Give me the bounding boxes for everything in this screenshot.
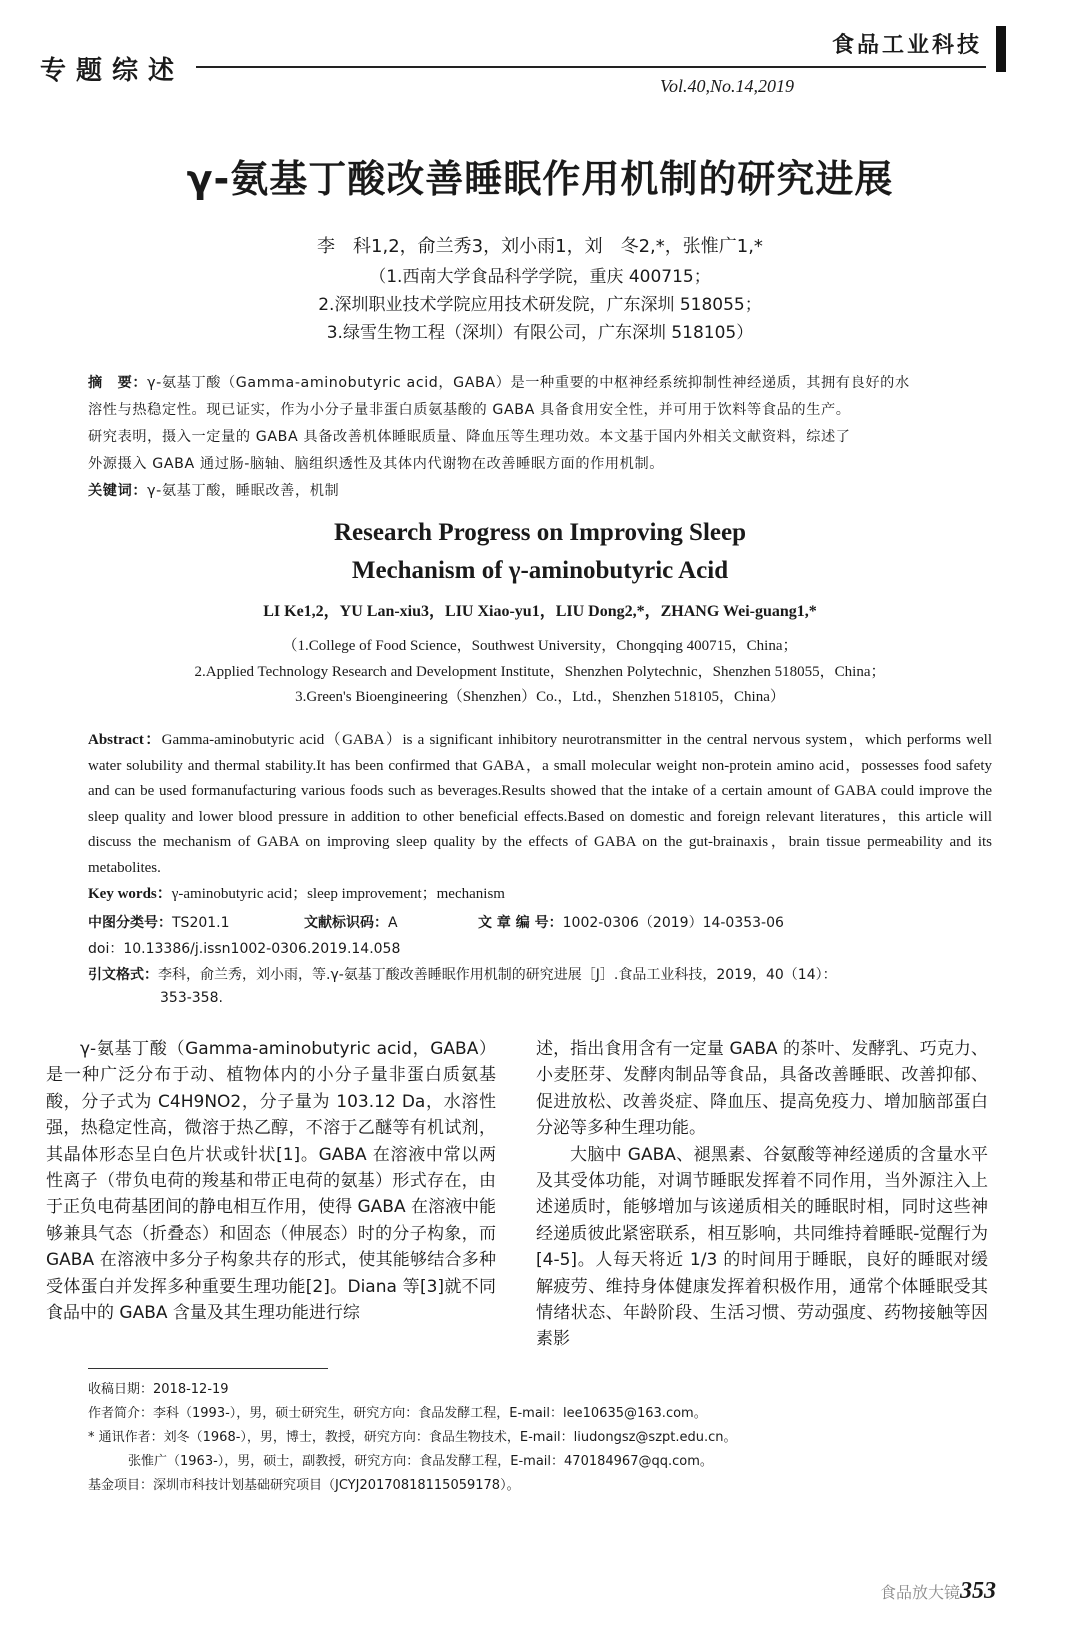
keywords-en: γ-aminobutyric acid；sleep improvement；mechanism bbox=[171, 886, 505, 902]
title-en-line: Mechanism of γ-aminobutyric Acid bbox=[351, 557, 729, 584]
doc-code-value: A bbox=[388, 915, 398, 931]
authors-en: LI Ke1,2，YU Lan-xiu3，LIU Xiao-yu1，LIU Dong2,*，ZHANG Wei-guang1,* bbox=[263, 603, 817, 620]
citation-line bbox=[88, 964, 837, 984]
citation-text: 李科，俞兰秀，刘小雨，等.γ-氨基丁酸改善睡眠作用机制的研究进展［J］.食品工业科技，2019，40（14）： bbox=[158, 967, 837, 983]
doc-code-label: 文献标识码： bbox=[304, 915, 388, 931]
body-paragraph: 大脑中 GABA、褪黑素、谷氨酸等神经递质的含量水平及其受体功能，对调节睡眠发挥着不同作用，当外源注入上述递质时，能够增加与该递质相关的睡眠时相，同时这些神经递质彼此紧密联系，相互影响，共同维持着睡眠-觉醒行为[4-5]。人每天将近 1/3 的时间用于睡眠，良好的睡眠对缓解疲劳、维持身体健康发挥着积极作用，通常个体睡眠受其情绪状态、年龄阶段、生活习惯、劳动强度、药物接触等因素影 bbox=[536, 1144, 988, 1350]
article-no-value: 1002-0306（2019）14-0353-06 bbox=[562, 915, 784, 931]
abstract-cn-line: 外源摄入 GABA 通过肠-脑轴、脑组织透性及其体内代谢物在改善睡眠方面的作用机制。 bbox=[88, 456, 665, 472]
watermark: 食品放大镜 bbox=[880, 1583, 961, 1602]
keywords-en-line bbox=[88, 882, 992, 908]
abstract-cn bbox=[88, 370, 988, 505]
title-en bbox=[0, 514, 1080, 590]
footnote-corresponding-2: 张惟广（1963-），男，硕士，副教授，研究方向：食品发酵工程，E-mail：470184967@qq.com。 bbox=[128, 1454, 713, 1469]
keywords-en-label: Key words： bbox=[88, 886, 172, 902]
abstract-cn-label: 摘 要： bbox=[88, 375, 148, 391]
footnote-rule bbox=[88, 1368, 328, 1369]
journal-name: 食品工业科技 bbox=[832, 33, 983, 58]
affiliation-en-1: （1.College of Food Science，Southwest University，Chongqing 400715，China； bbox=[282, 638, 798, 654]
affiliation-en-3: 3.Green's Bioengineering（Shenzhen）Co.，Ltd.，Shenzhen 518105，China） bbox=[295, 689, 785, 705]
section-label: 专题综述 bbox=[40, 56, 185, 86]
abstract-cn-line: 研究表明，摄入一定量的 GABA 具备改善机体睡眠质量、降血压等生理功效。本文基于国内外相关文献资料，综述了 bbox=[88, 429, 851, 445]
abstract-cn-text: γ-氨基丁酸（Gamma-aminobutyric acid，GABA）是一种重要的中枢神经系统抑制性神经递质，其拥有良好的水 bbox=[147, 375, 910, 391]
article-no-line bbox=[478, 912, 784, 932]
abstract-cn-line bbox=[88, 370, 988, 397]
clc-value: TS201.1 bbox=[172, 915, 230, 931]
article-no-label: 文 章 编 号： bbox=[478, 915, 563, 931]
header-rule bbox=[196, 66, 986, 68]
doc-code-line bbox=[304, 912, 398, 932]
body-paragraph: 述，指出食用含有一定量 GABA 的茶叶、发酵乳、巧克力、小麦胚芽、发酵肉制品等食品，具备改善睡眠、改善抑郁、促进放松、改善炎症、降血压、提高免疫力、增加脑部蛋白分泌等多种生理功能。 bbox=[536, 1039, 988, 1139]
header-bar bbox=[996, 26, 1006, 72]
affiliation-en-2: 2.Applied Technology Research and Development Institute，Shenzhen Polytechnic，Shenzhen 518055，China； bbox=[194, 664, 886, 680]
doi: doi：10.13386/j.issn1002-0306.2019.14.058 bbox=[88, 941, 401, 957]
affiliation-cn-3: 3.绿雪生物工程（深圳）有限公司，广东深圳 518105） bbox=[326, 323, 754, 343]
authors-cn: 李 科1,2，俞兰秀3，刘小雨1，刘 冬2,*，张惟广1,* bbox=[317, 236, 763, 257]
body-column-left bbox=[46, 1036, 496, 1326]
keywords-cn: γ-氨基丁酸，睡眠改善，机制 bbox=[147, 483, 340, 499]
footnote-received: 收稿日期：2018-12-19 bbox=[88, 1382, 229, 1397]
clc-label: 中图分类号： bbox=[88, 915, 172, 931]
page-number: 353 bbox=[960, 1578, 996, 1604]
keywords-cn-line bbox=[88, 478, 988, 505]
keywords-cn-label: 关键词： bbox=[88, 483, 148, 499]
footnote-corresponding: * 通讯作者：刘冬（1968-），男，博士，教授，研究方向：食品生物技术，E-mail：liudongsz@szpt.edu.cn。 bbox=[88, 1430, 737, 1445]
volume-info: Vol.40,No.14,2019 bbox=[660, 76, 795, 96]
body-paragraph: γ-氨基丁酸（Gamma-aminobutyric acid，GABA）是一种广泛分布于动、植物体内的小分子量非蛋白质氨基酸，分子式为 C4H9NO2，分子量为 103.12 Da，水溶性强，热稳定性高，微溶于热乙醇，不溶于乙醚等有机试剂，其晶体形态呈白色片状或针状[1]。GABA 在溶液中常以两性离子（带负电荷的羧基和带正电荷的氨基）形式存在，由于正负电荷基团间的静电相互作用，使得 GABA 在溶液中能够兼具气态（折叠态）和固态（伸展态）时的分子构象，而 GABA 在溶液中多分子构象共存的形式，使其能够结合多种受体蛋白并发挥多种重要生理功能[2]。Diana 等[3]就不同食品中的 GABA 含量及其生理功能进行综 bbox=[46, 1039, 496, 1324]
citation-pages: 353-358. bbox=[160, 990, 223, 1006]
clc-line bbox=[88, 912, 230, 932]
title-cn: γ-氨基丁酸改善睡眠作用机制的研究进展 bbox=[186, 157, 894, 201]
abstract-en-label: Abstract： bbox=[88, 732, 162, 748]
affiliation-cn-2: 2.深圳职业技术学院应用技术研发院，广东深圳 518055； bbox=[318, 295, 762, 315]
affiliation-cn-1: （1.西南大学食品科学学院，重庆 400715； bbox=[369, 267, 711, 287]
body-column-right bbox=[536, 1036, 988, 1353]
citation-label: 引文格式： bbox=[88, 967, 158, 983]
abstract-en-text: Gamma-aminobutyric acid（GABA）is a significant inhibitory neurotransmitter in the central nervous system，which performs well water solubility and thermal stability.It has been confirmed that GABA，a small molecular weight non-protein amino acid，possesses food safety and can be used formanufacturing various foods such as beverages.Results showed that the intake of a certain amount of GABA could improve the sleep quality and lower blood pressure in addition to other beneficial effects.Based on domestic and foreign relevant literatures，this article will discuss the mechanism of GABA on improving sleep quality by the effects of GABA on the gut-brainaxis，brain tissue permeability and its metabolites. bbox=[88, 732, 992, 876]
abstract-en bbox=[88, 728, 992, 881]
footnote-funding: 基金项目：深圳市科技计划基础研究项目（JCYJ20170818115059178）。 bbox=[88, 1478, 520, 1493]
title-en-line: Research Progress on Improving Sleep bbox=[333, 519, 747, 546]
abstract-cn-line: 溶性与热稳定性。现已证实，作为小分子量非蛋白质氨基酸的 GABA 具备食用安全性，并可用于饮料等食品的生产。 bbox=[88, 402, 851, 418]
footnote-author: 作者简介：李科（1993-），男，硕士研究生，研究方向：食品发酵工程，E-mail：lee10635@163.com。 bbox=[88, 1406, 707, 1421]
